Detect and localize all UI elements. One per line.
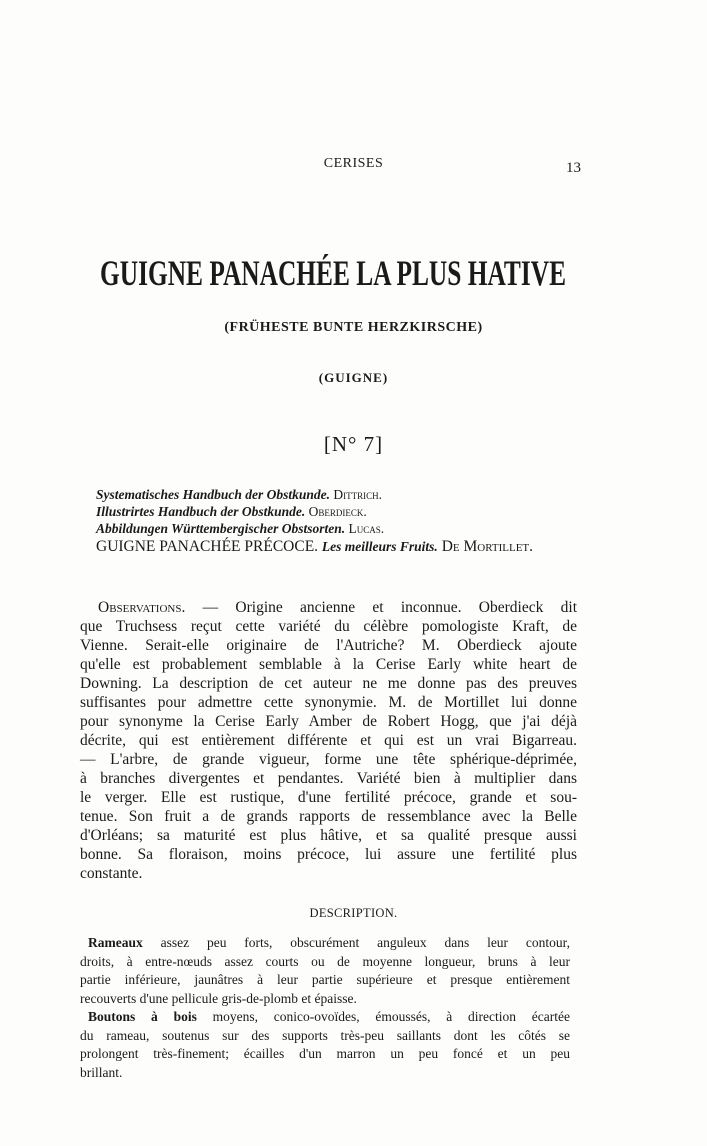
observation-line bbox=[80, 750, 577, 769]
reference-author: Lucas. bbox=[348, 521, 385, 536]
page-number: 13 bbox=[566, 160, 581, 176]
synonym-reference bbox=[96, 504, 367, 520]
description-line bbox=[80, 953, 570, 971]
description-text: du rameau, soutenus sur des supports très-peu saillants dont les côtés se bbox=[80, 1027, 570, 1043]
description-line bbox=[88, 1008, 570, 1026]
observations-label: Observations. bbox=[98, 599, 186, 616]
synonym-reference bbox=[96, 521, 384, 537]
description-line bbox=[80, 1045, 570, 1063]
observation-line bbox=[80, 769, 577, 788]
observation-line bbox=[80, 655, 577, 674]
description-line bbox=[80, 1064, 570, 1082]
observation-text: constante. bbox=[80, 865, 143, 882]
observation-text: le verger. Elle est rustique, d'une fertilité précoce, grande et sou- bbox=[80, 789, 577, 806]
observation-line bbox=[80, 845, 577, 864]
description-text: prolongent très-finement; écailles d'un marron un peu foncé et un peu bbox=[80, 1046, 570, 1061]
observation-text: Downing. La description de cet auteur ne me donne pas des preuves bbox=[80, 675, 577, 692]
observation-text: d'Orléans; sa maturité est plus hâtive, et sa qualité presque aussi bbox=[80, 827, 577, 844]
reference-author: De Mortillet. bbox=[441, 538, 534, 555]
page-title: GUIGNE PANACHÉE LA PLUS HATIVE bbox=[100, 253, 566, 293]
observation-text: — Origine ancienne et inconnue. Oberdieck dit bbox=[202, 599, 577, 616]
reference-work: Systematisches Handbuch der Obstkunde. bbox=[96, 487, 331, 502]
reference-author: Dittrich. bbox=[333, 487, 383, 502]
description-term: Boutons à bois bbox=[88, 1009, 197, 1024]
observation-line bbox=[80, 693, 577, 712]
observation-text: que Truchsess reçut cette variété du célèbre pomologiste Kraft, de bbox=[80, 618, 577, 635]
observation-text: tenue. Son fruit a de grands rapports de ressemblance avec la Belle bbox=[80, 808, 577, 825]
description-text: partie inférieure, jaunâtres à leur partie supérieure et presque entièrement bbox=[80, 972, 570, 987]
fruit-type: (GUIGNE) bbox=[318, 370, 389, 385]
german-name: (FRÜHESTE BUNTE HERZKIRSCHE) bbox=[224, 320, 483, 335]
description-text: brillant. bbox=[80, 1064, 123, 1080]
observation-line bbox=[80, 636, 577, 655]
description-heading: DESCRIPTION. bbox=[309, 906, 398, 920]
observation-text: — L'arbre, de grande vigueur, forme une tête sphérique-déprimée, bbox=[80, 751, 577, 768]
description-line bbox=[80, 990, 570, 1008]
observation-line bbox=[80, 788, 577, 807]
observation-line bbox=[80, 674, 577, 693]
observation-line bbox=[80, 807, 577, 826]
description-text: recouverts d'une pellicule gris-de-plomb et épaisse. bbox=[80, 990, 357, 1006]
synonym-reference bbox=[96, 538, 533, 556]
observation-text: suffisantes pour admettre cette synonymie. M. de Mortillet lui donne bbox=[80, 694, 577, 711]
observation-text: qu'elle est probablement semblable à la Cerise Early white heart de bbox=[80, 656, 577, 673]
description-text: moyens, conico-ovoïdes, émoussés, à direction écartée bbox=[212, 1009, 570, 1024]
observation-text: Vienne. Serait-elle originaire de l'Autriche? M. Oberdieck ajoute bbox=[80, 637, 577, 654]
observation-text: bonne. Sa floraison, moins précoce, lui assure une fertilité plus bbox=[80, 846, 577, 863]
reference-work: Les meilleurs Fruits. bbox=[321, 539, 438, 554]
observation-line bbox=[80, 617, 577, 636]
description-line bbox=[80, 1027, 570, 1045]
synonym-reference bbox=[96, 487, 382, 503]
observation-text: pour synonyme la Cerise Early Amber de Robert Hogg, que j'ai déjà bbox=[80, 713, 577, 730]
observation-line bbox=[80, 864, 577, 883]
reference-work: Illustrirtes Handbuch der Obstkunde. bbox=[96, 504, 306, 519]
entry-number: [N° 7] bbox=[323, 432, 384, 456]
reference-work: Abbildungen Württembergischer Obstsorten. bbox=[96, 521, 346, 536]
description-text: droits, à entre-nœuds assez courts ou de moyenne longueur, bruns à leur bbox=[80, 953, 570, 969]
observation-text: à branches divergentes et pendantes. Variété bien à multiplier dans bbox=[80, 770, 577, 787]
description-line bbox=[80, 971, 570, 989]
running-head: CERISES bbox=[323, 156, 384, 171]
observation-line bbox=[80, 826, 577, 845]
reference-author: Oberdieck. bbox=[308, 504, 367, 519]
observation-text: décrite, qui est entièrement différente et qui est un vrai Bigarreau. bbox=[80, 732, 577, 749]
description-term: Rameaux bbox=[88, 935, 143, 950]
observation-line bbox=[80, 731, 577, 750]
observation-line bbox=[80, 712, 577, 731]
observation-line bbox=[98, 598, 577, 617]
synonym-name: GUIGNE PANACHÉE PRÉCOCE. bbox=[96, 538, 319, 555]
description-text: assez peu forts, obscurément anguleux dans leur contour, bbox=[160, 935, 570, 950]
description-line bbox=[88, 934, 570, 952]
